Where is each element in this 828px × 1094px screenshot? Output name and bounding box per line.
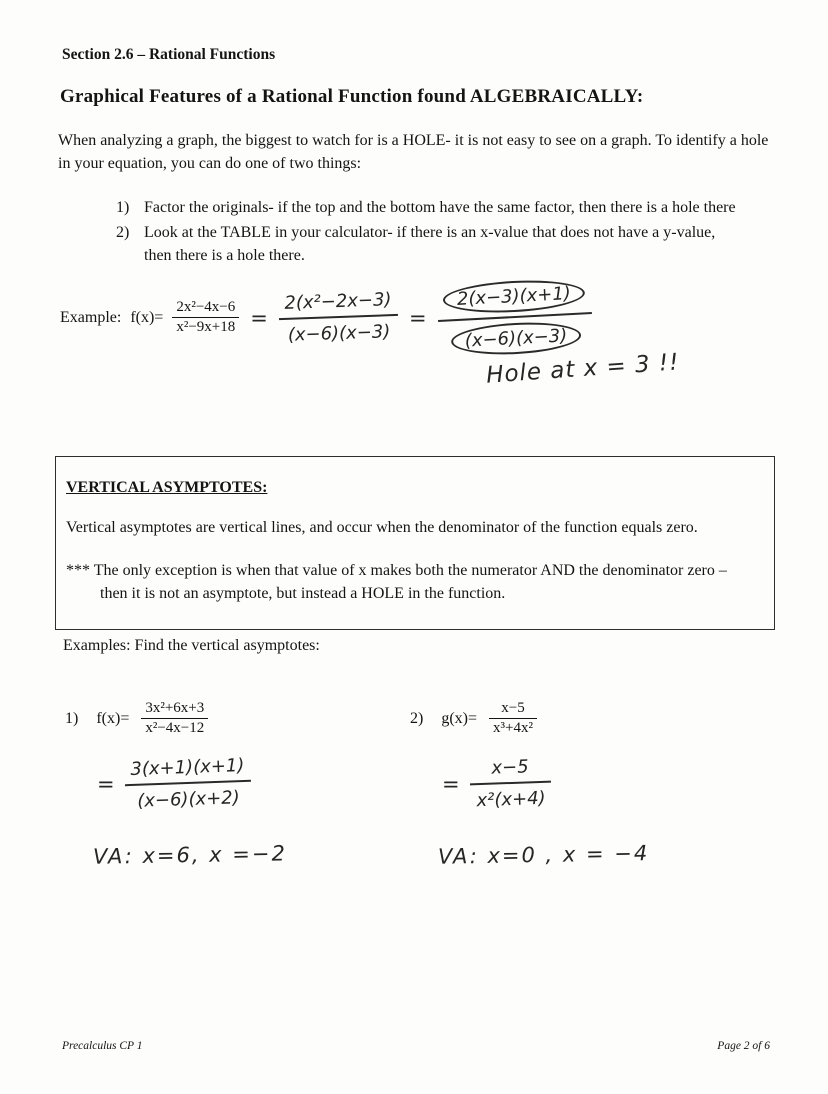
fraction-denominator: x²(x+4)	[475, 787, 546, 812]
fraction-denominator: x³+4x²	[493, 720, 533, 736]
list-item	[116, 197, 741, 219]
fraction-numerator: 3x²+6x+3	[141, 700, 208, 719]
cancel-circle: 2(x−3)(x+1)	[442, 277, 585, 315]
footer-course: Precalculus CP 1	[62, 1040, 143, 1052]
footer-page-number: Page 2 of 6	[717, 1040, 770, 1052]
va-answer: VA: x=0 , x = −4	[437, 841, 650, 869]
problems-row	[65, 700, 800, 869]
section-header: Section 2.6 – Rational Functions	[62, 46, 276, 63]
handwritten-equals: =	[408, 305, 427, 330]
fraction-denominator	[438, 314, 594, 358]
printed-fraction	[141, 700, 208, 737]
numbered-list	[116, 197, 741, 270]
va-answer: VA: x=6, x =−2	[92, 841, 288, 869]
fraction-numerator: x−5	[489, 700, 537, 719]
fraction-numerator: 3(x+1)(x+1)	[124, 755, 251, 786]
box-heading: VERTICAL ASYMPTOTES:	[66, 479, 268, 496]
handwritten-equals: =	[250, 305, 268, 330]
problem-number: 2)	[410, 709, 424, 727]
problem-1	[65, 700, 410, 869]
problem-2	[410, 700, 755, 869]
list-item	[116, 222, 741, 267]
list-item-number: 1)	[116, 199, 130, 216]
problem-statement	[65, 700, 410, 737]
fraction-denominator: (x−6)(x+2)	[136, 787, 240, 812]
fraction-denominator: (x−6)(x−3)	[287, 321, 391, 346]
handwritten-equals: =	[442, 771, 460, 796]
function-name: f(x)=	[130, 308, 164, 326]
printed-fraction	[489, 700, 537, 737]
cancel-circle: (x−6)(x−3)	[450, 320, 582, 358]
list-item-text: Factor the originals- if the top and the bottom have the same factor, then there is a hole there	[144, 199, 736, 216]
function-name: f(x)=	[96, 709, 130, 727]
function-name: g(x)=	[441, 709, 478, 727]
problem-statement	[410, 700, 755, 737]
printed-fraction	[172, 299, 239, 336]
example-label: Example:	[60, 308, 122, 326]
handwritten-work	[440, 757, 755, 810]
fraction-numerator: 2(x²−2x−3)	[278, 289, 398, 320]
examples-label: Examples: Find the vertical asymptotes:	[63, 637, 320, 654]
handwritten-equals: =	[97, 771, 115, 796]
list-item-text: Look at the TABLE in your calculator- if there is an x-value that does not have a y-value, then there is a hole there.	[144, 224, 716, 264]
handwritten-fraction	[469, 756, 552, 812]
page-title: Graphical Features of a Rational Function found ALGEBRAICALLY:	[60, 86, 644, 107]
fraction-numerator: x−5	[469, 756, 551, 786]
list-item-number: 2)	[116, 224, 130, 242]
fraction-numerator: 2x²−4x−6	[172, 299, 239, 318]
box-paragraph-definition: Vertical asymptotes are vertical lines, and occur when the denominator of the function equals zero.	[66, 519, 698, 536]
fraction-denominator: x²−9x+18	[176, 319, 236, 335]
problem-number: 1)	[65, 709, 79, 727]
intro-paragraph: When analyzing a graph, the biggest to watch for is a HOLE- it is not easy to see on a graph. To identify a hole in your equation, you can do one of two things:	[58, 132, 769, 172]
fraction-denominator: x²−4x−12	[145, 720, 205, 736]
handwritten-fraction	[124, 755, 252, 812]
handwritten-fraction-step2	[436, 277, 594, 358]
handwritten-fraction-step1	[278, 289, 399, 346]
handwritten-work	[95, 757, 410, 810]
example-row	[60, 281, 591, 354]
vertical-asymptotes-box	[55, 456, 775, 630]
box-paragraph-exception: *** The only exception is when that value of x makes both the numerator AND the denominator zero – then it is not an asymptote, but instead a HOLE in the function.	[66, 562, 727, 603]
hole-annotation: Hole at x = 3 !!	[485, 349, 681, 389]
